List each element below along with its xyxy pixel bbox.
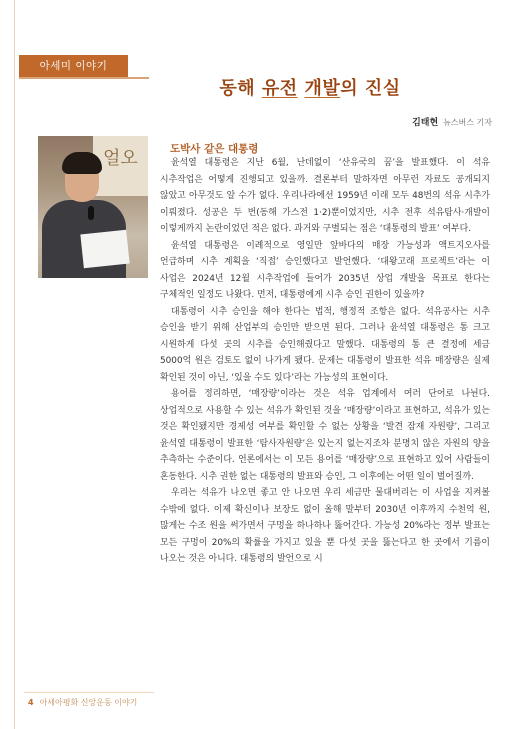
publication-name: 아세아평화 신앙운동 이야기 [39,698,138,707]
page-footer [28,697,137,708]
photo-person-hair [62,152,102,174]
article-subheading: 도박사 같은 대통령 [170,143,259,155]
title-part: 동해 [219,78,262,99]
paragraph: 윤석열 대통령은 이례적으로 영일만 앞바다의 매장 가능성과 액트지오사를 언급하며 시추 계획을 ‘직접’ 승인했다고 발언했다. ‘대왕고래 프로젝트’라는 이 사업은 2024년 12월 시추작업에 들어가 2035년 상업 개발을 목표로 한다는 구체적인 일정도 나왔다. 먼저, 대통령에게 시추 승인 권한이 있을까? [160,240,490,300]
left-margin-rule [14,0,15,729]
title-part: 의 진실 [340,78,401,99]
footer-divider [24,692,154,693]
photo-paper [80,230,129,269]
paragraph: 대통령이 시추 승인을 해야 한다는 법적, 행정적 조항은 없다. 석유공사는 시추 승인을 받기 위해 산업부의 승인만 받으면 된다. 그러나 윤석열 대통령은 통 크고 시원하게 다섯 곳의 시추를 승인해줬다고 말했다. 대통령의 통 큰 결정에 세금 5000억 원은 검토도 없이 나가게 됐다. 문제는 대통령이 발표한 석유 매장량은 실제 확인된 것이 아닌, ‘있을 수도 있다’라는 가능성의 표현이다. [160,306,490,383]
section-tab: 아세미 이야기 [19,55,128,77]
article-body [160,155,490,568]
page-number: 4 [28,698,34,707]
microphone-icon [88,206,94,220]
byline [412,115,492,128]
author-photo [38,136,148,278]
photo-board-text: 얼오 [103,148,138,169]
paragraph: 우리는 석유가 나오면 좋고 안 나오면 우리 세금만 물대버리는 이 사업을 지켜볼 수밖에 없다. 이제 확신이나 보장도 없이 올해 말부터 2030년 이후까지 수천억 원, 많게는 수조 원을 써가면서 구멍을 하나하나 뚫어간다. 가능성 20%라는 정부 발표는 모든 구멍이 20%의 확률을 가지고 있을 뿐 다섯 곳을 뚫는다고 한 곳에서 기름이 나오는 것은 아니다. 대통령의 발언으로 시 [160,488,490,564]
page-title [160,74,460,100]
author-name: 김태현 [412,118,439,128]
paragraph: 용어를 정리하면, ‘매장량’이라는 것은 석유 업계에서 여러 단어로 나뉜다. 상업적으로 사용할 수 있는 석유가 확인된 것을 ‘매장량’이라고 표현하고, 석유가 있는 것은 확인됐지만 경제성 여부를 확인할 수 없는 상황을 ‘발견 잠재 자원량’, 그리고 윤석열 대통령이 발표한 ‘탐사자원량’은 있는지 없는지조차 분명치 않은 자원의 양을 추측하는 수준이다. 언론에서는 이 모든 용어를 ‘매장량’으로 표현하고 있어 사람들이 혼동한다. 시추 권한 없는 대통령의 발표와 승인, 그 이후에는 어떤 일이 벌어질까. [160,389,490,482]
paragraph: 윤석열 대통령은 지난 6월, 난데없이 ‘산유국의 꿈’을 발표했다. 이 석유 시추작업은 어떻게 진행되고 있을까. 결론부터 말하자면 아무런 자료도 공개되지 않았고 아무것도 알 수가 없다. 우리나라에선 1959년 이래 모두 48번의 석유 시추가 이뤄졌다. 성공은 두 번(동해 가스전 1·2)뿐이었지만, 시추 전후 석유탐사·개발이 이렇게까지 논란이었던 적은 없다. 과거와 구별되는 점은 ‘대통령의 발표’ 여부다. [160,158,490,234]
section-underline [19,77,149,79]
title-keyword-2: 개발 [304,78,341,99]
author-title: 뉴스버스 기자 [443,118,492,127]
title-keyword-1: 유전 [261,78,298,99]
